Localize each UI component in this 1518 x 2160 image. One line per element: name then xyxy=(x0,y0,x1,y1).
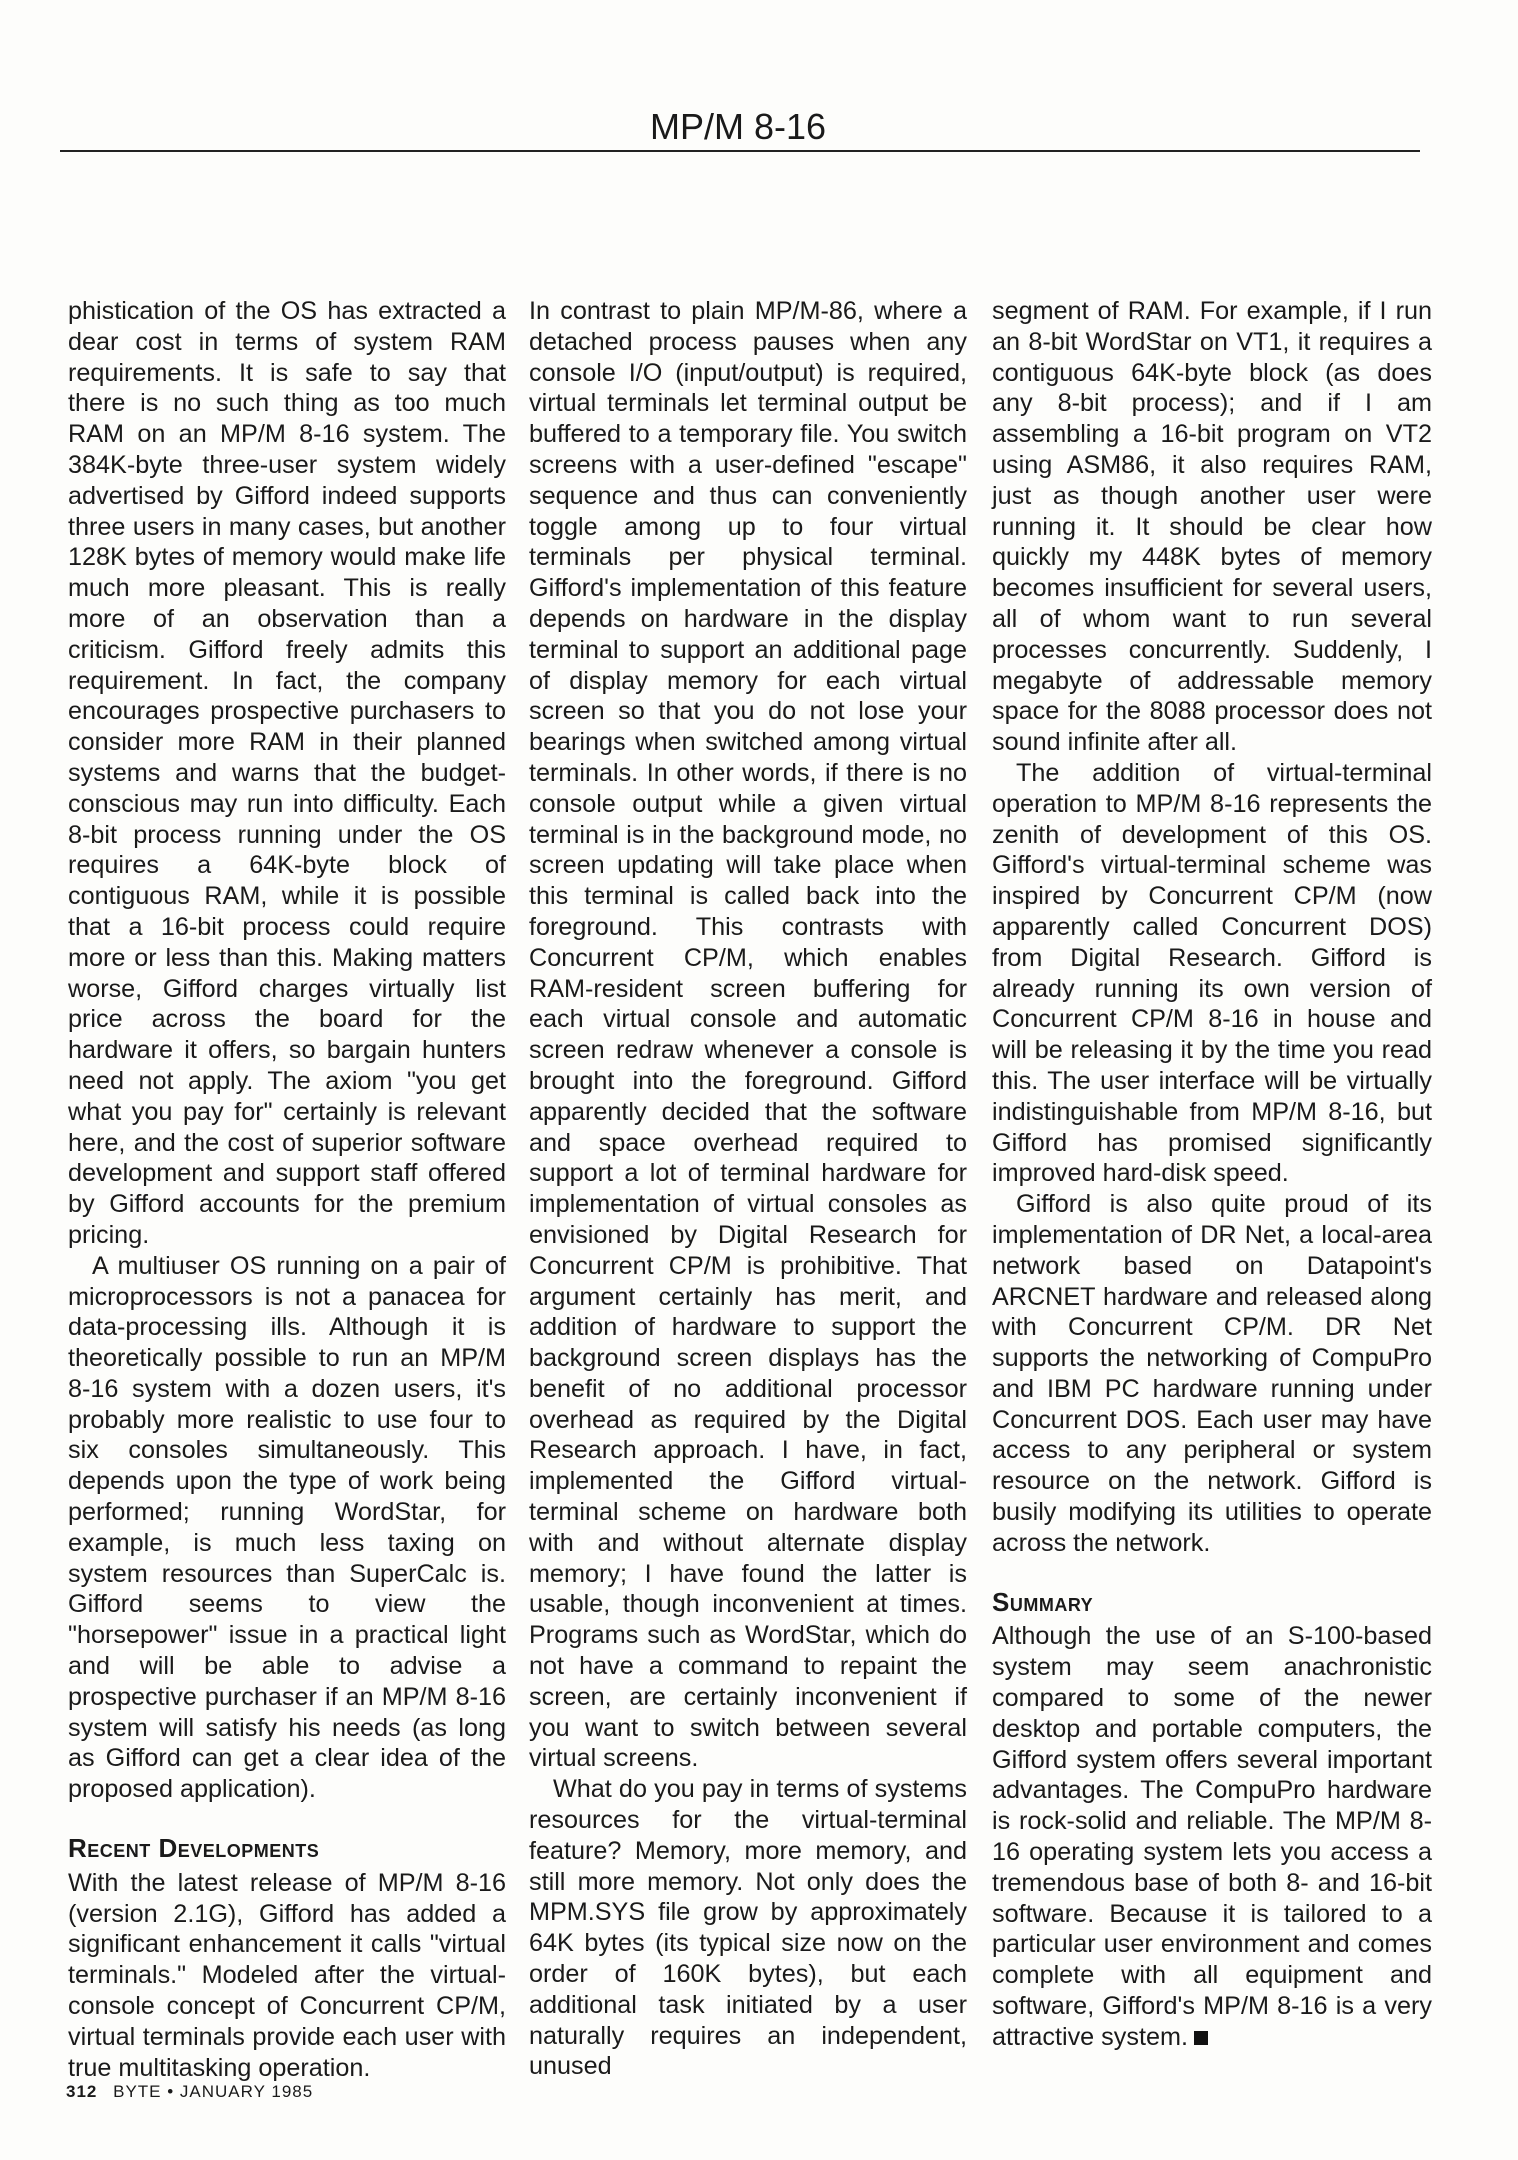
paragraph: A multiuser OS running on a pair of microprocessors is not a panacea for data-processing ills. Although it is theoretically possible to run an MP/M 8-16 system with a dozen users, it's probably more realistic to use four to six consoles simultaneously. This depends upon the type of work being performed; running WordStar, for example, is much less taxing on system resources than SuperCalc is. Gifford seems to view the "horsepower" issue in a practical light and will be able to advise a prospective purchaser if an MP/M 8-16 system will satisfy his needs (as long as Gifford can get a clear idea of the proposed application). xyxy=(68,1251,506,1804)
paragraph: Gifford is also quite proud of its implementation of DR Net, a local-area network based on Datapoint's ARCNET hardware and released along with Concurrent CP/M. DR Net supports the networking of CompuPro and IBM PC hardware running under Concurrent DOS. Each user may have access to any peripheral or system resource on the network. Gifford is busily modifying its utilities to operate across the network. xyxy=(992,1190,1432,1557)
section-heading-summary: Summary xyxy=(992,1586,1094,1617)
paragraph: What do you pay in terms of systems resources for the virtual-terminal feature? Memory, more memory, and still more memory. Not only does the MPM.SYS file grow by approximately 64K bytes (its typical size now on the order of 160K bytes), but each additional task initiated by a user naturally requires an independent, unused xyxy=(529,1775,967,2081)
page-title: MP/M 8-16 xyxy=(650,106,827,147)
footer xyxy=(66,2082,313,2102)
paragraph: The addition of virtual-terminal operation to MP/M 8-16 represents the zenith of development of this OS. Gifford's virtual-terminal scheme was inspired by Concurrent CP/M (now apparently called Concurrent DOS) from Digital Research. Gifford is already running its own version of Concurrent CP/M 8-16 in house and will be releasing it by the time you read this. The user interface will be virtually indistinguishable from MP/M 8-16, but Gifford has promised significantly improved hard-disk speed. xyxy=(992,758,1432,1188)
paragraph: phistication of the OS has extracted a dear cost in terms of system RAM requirements. It is safe to say that there is no such thing as too much RAM on an MP/M 8-16 system. The 384K-byte three-user system widely advertised by Gifford indeed supports three users in many cases, but another 128K bytes of memory would make life much more pleasant. This is really more of an observation than a criticism. Gifford freely admits this requirement. In fact, the company encourages prospective purchasers to consider more RAM in their planned systems and warns that the budget-conscious may run into difficulty. Each 8-bit process running under the OS requires a 64K-byte block of contiguous RAM, while it is possible that a 16-bit process could require more or less than this. Making matters worse, Gifford charges virtually list price across the board for the hardware it offers, so bargain hunters need not apply. The axiom "you get what you pay for" certainly is relevant here, and the cost of superior software development and support staff offered by Gifford accounts for the premium pricing. xyxy=(68,297,506,1249)
column-2 xyxy=(529,296,967,2082)
page-number: 312 xyxy=(66,2082,98,2101)
paragraph: With the latest release of MP/M 8-16 (version 2.1G), Gifford has added a significant enhancement it calls "virtual terminals." Modeled after the virtual-console concept of Concurrent CP/M, virtual terminals provide each user with true multitasking operation. xyxy=(68,1868,506,2082)
header-rule xyxy=(60,150,1420,152)
column-3 xyxy=(992,296,1432,2053)
publication-info: BYTE • JANUARY 1985 xyxy=(113,2082,314,2101)
paragraph: segment of RAM. For example, if I run an 8-bit WordStar on VT1, it requires a contiguous 64K-byte block (as does any 8-bit process); and if I am assembling a 16-bit program on VT2 using ASM86, it also requires RAM, just as though another user were running it. It should be clear how quickly my 448K bytes of memory becomes insufficient for several users, all of whom want to run several processes concurrently. Suddenly, I megabyte of addressable memory space for the 8088 processor does not sound infinite after all. xyxy=(992,297,1432,757)
end-mark-icon xyxy=(1194,2031,1208,2045)
paragraph: In contrast to plain MP/M-86, where a detached process pauses when any console I/O (input/output) is required, virtual terminals let terminal output be buffered to a temporary file. You switch screens with a user-defined "escape" sequence and thus can conveniently toggle among up to four virtual terminals per physical terminal. Gifford's implementation of this feature depends on hardware in the display terminal to support an additional page of display memory for each virtual screen so that you do not lose your bearings when switched among virtual terminals. In other words, if there is no console output while a given virtual terminal is in the background mode, no screen updating will take place when this terminal is called back into the foreground. This contrasts with Concurrent CP/M, which enables RAM-resident screen buffering for each virtual console and automatic screen redraw whenever a console is brought into the foreground. Gifford apparently decided that the software and space overhead required to support a lot of terminal hardware for implementation of virtual consoles as envisioned by Digital Research for Concurrent CP/M is prohibitive. That argument certainly has merit, and addition of hardware to support the background screen displays has the benefit of no additional processor overhead as required by the Digital Research approach. I have, in fact, implemented the Gifford virtual-terminal scheme on hardware both with and without alternate display memory; I have found the latter is usable, though inconvenient at times. Programs such as WordStar, which do not have a command to repaint the screen, are certainly inconvenient if you want to switch between several virtual screens. xyxy=(529,297,967,1773)
section-heading-recent-developments: Recent Developments xyxy=(68,1833,320,1864)
paragraph-last xyxy=(992,1621,1432,2052)
paragraph-text: Although the use of an S-100-based system may seem anachronistic compared to some of the newer desktop and portable computers, the Gifford system offers several important advantages. The CompuPro hardware is rock-solid and reliable. The MP/M 8-16 operating system lets you access a tremendous base of both 8- and 16-bit software. Because it is tailored to a particular user environment and comes complete with all equipment and software, Gifford's MP/M 8-16 is a very attractive system. xyxy=(992,1622,1432,2051)
column-1 xyxy=(68,296,506,2083)
